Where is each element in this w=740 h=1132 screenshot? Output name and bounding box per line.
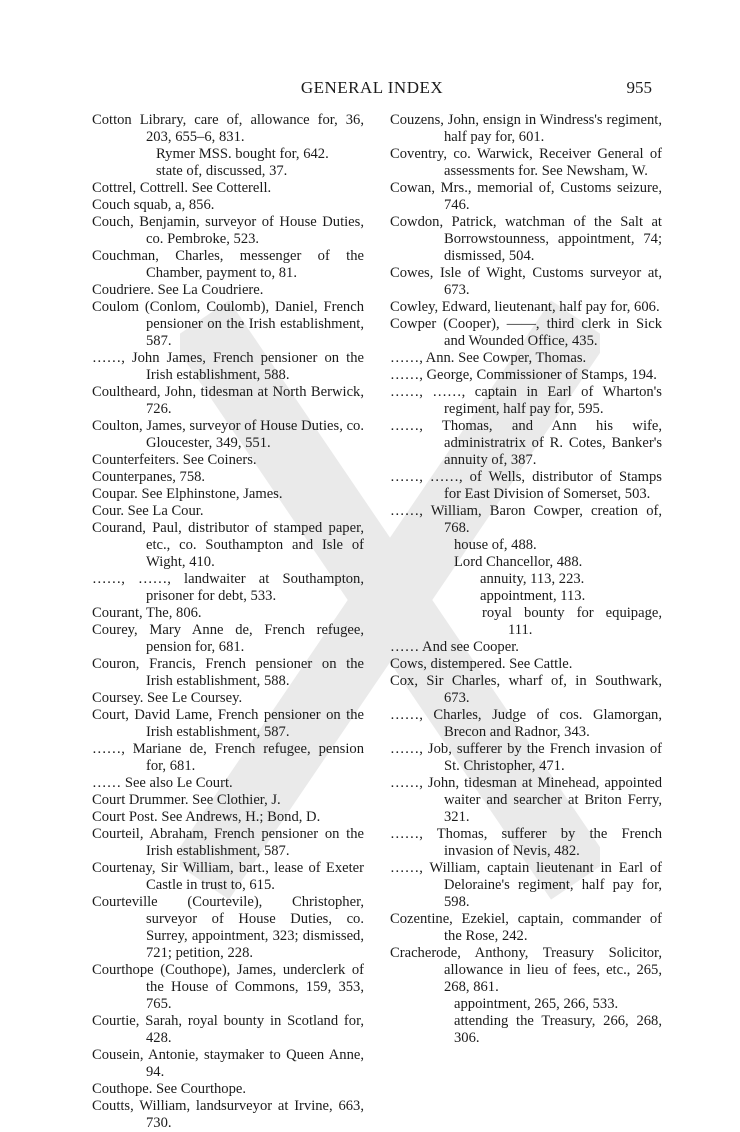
index-entry: Courant, The, 806. bbox=[92, 605, 202, 621]
index-entry: Cowley, Edward, lieutenant, half pay for, 606. bbox=[390, 299, 660, 315]
index-entry: Cottrel, Cottrell. See Cotterell. bbox=[92, 180, 272, 196]
index-entry: …… And see Cooper. bbox=[390, 639, 519, 655]
index-entry: annuity, 113, 223. bbox=[480, 571, 585, 587]
index-entry: Courteil, Abraham, French pensioner on the Irish establishment, 587. bbox=[92, 826, 364, 859]
index-entry: ……, ……, captain in Earl of Wharton's regiment, half pay for, 595. bbox=[390, 384, 662, 417]
index-entry: ……, John, tidesman at Minehead, appointed waiter and searcher at Briton Ferry, 321. bbox=[390, 775, 662, 825]
index-entry: Cowan, Mrs., memorial of, Customs seizure, 746. bbox=[390, 180, 662, 213]
index-entry: Cotton Library, care of, allowance for, 36, 203, 655–6, 831. bbox=[92, 112, 364, 145]
index-entry: Coventry, co. Warwick, Receiver General of assessments for. See Newsham, W. bbox=[390, 146, 662, 179]
index-entry: ……, William, captain lieutenant in Earl of Deloraine's regiment, half pay for, 598. bbox=[390, 860, 662, 910]
index-entry: ……, Charles, Judge of cos. Glamorgan, Brecon and Radnor, 343. bbox=[390, 707, 662, 740]
index-entry: Cracherode, Anthony, Treasury Solicitor, allowance in lieu of fees, etc., 265, 268, 861. bbox=[390, 945, 662, 995]
index-entry: Coulom (Conlom, Coulomb), Daniel, French pensioner on the Irish establishment, 587. bbox=[92, 299, 364, 349]
index-entry: Cows, distempered. See Cattle. bbox=[390, 656, 573, 672]
index-entry: appointment, 113. bbox=[480, 588, 586, 604]
index-entry: Coultheard, John, tidesman at North Berwick, 726. bbox=[92, 384, 364, 417]
index-entry: Court, David Lame, French pensioner on the Irish establishment, 587. bbox=[92, 707, 364, 740]
index-entry: Cousein, Antonie, staymaker to Queen Anne, 94. bbox=[92, 1047, 364, 1080]
index-entry: ……, Mariane de, French refugee, pension for, 681. bbox=[92, 741, 364, 774]
running-head: GENERAL INDEX bbox=[300, 78, 444, 97]
index-entry: Couthope. See Courthope. bbox=[92, 1081, 247, 1097]
index-entry: Cox, Sir Charles, wharf of, in Southwark, 673. bbox=[390, 673, 662, 706]
index-column-left bbox=[92, 112, 364, 1132]
index-entry: Courthope (Couthope), James, underclerk of the House of Commons, 159, 353, 765. bbox=[92, 962, 364, 1012]
index-entry: ……, Thomas, sufferer by the French invasion of Nevis, 482. bbox=[390, 826, 662, 859]
index-entry: Coutts, William, landsurveyor at Irvine, 663, 730. bbox=[92, 1098, 364, 1131]
index-entry: ……, William, Baron Cowper, creation of, 768. bbox=[390, 503, 662, 536]
index-entry: ……, ……, landwaiter at Southampton, prisoner for debt, 533. bbox=[92, 571, 364, 604]
index-entry: Counterfeiters. See Coiners. bbox=[92, 452, 257, 468]
index-entry: Couchman, Charles, messenger of the Chamber, payment to, 81. bbox=[92, 248, 364, 281]
index-entry: Couzens, John, ensign in Windress's regiment, half pay for, 601. bbox=[390, 112, 662, 145]
index-entry: Cozentine, Ezekiel, captain, commander of the Rose, 242. bbox=[390, 911, 662, 944]
index-entry: ……, ……, of Wells, distributor of Stamps for East Division of Somerset, 503. bbox=[390, 469, 662, 502]
index-entry: ……, Ann. See Cowper, Thomas. bbox=[390, 350, 587, 366]
index-entry: attending the Treasury, 266, 268, 306. bbox=[454, 1013, 662, 1046]
index-entry: Courtie, Sarah, royal bounty in Scotland for, 428. bbox=[92, 1013, 364, 1046]
index-entry: Couch, Benjamin, surveyor of House Duties, co. Pembroke, 523. bbox=[92, 214, 364, 247]
index-entry: Court Post. See Andrews, H.; Bond, D. bbox=[92, 809, 321, 825]
index-entry: Counterpanes, 758. bbox=[92, 469, 206, 485]
index-entry: ……, John James, French pensioner on the Irish establishment, 588. bbox=[92, 350, 364, 383]
index-entry: Cowdon, Patrick, watchman of the Salt at Borrowstounness, appointment, 74; dismissed, 504. bbox=[390, 214, 662, 264]
index-entry: Couch squab, a, 856. bbox=[92, 197, 215, 213]
index-entry: appointment, 265, 266, 533. bbox=[454, 996, 619, 1012]
index-entry: Courteville (Courtevile), Christopher, surveyor of House Duties, co. Surrey, appointment, 323; dismissed, 721; petition, 228. bbox=[92, 894, 364, 961]
index-entry: ……, George, Commissioner of Stamps, 194. bbox=[390, 367, 657, 383]
page-number: 955 bbox=[626, 78, 652, 97]
index-entry: Courtenay, Sir William, bart., lease of Exeter Castle in trust to, 615. bbox=[92, 860, 364, 893]
index-entry: Court Drummer. See Clothier, J. bbox=[92, 792, 281, 808]
index-entry: Couron, Francis, French pensioner on the Irish establishment, 588. bbox=[92, 656, 364, 689]
index-entry: Coursey. See Le Coursey. bbox=[92, 690, 243, 706]
index-entry: Coudriere. See La Coudriere. bbox=[92, 282, 264, 298]
index-entry: Rymer MSS. bought for, 642. bbox=[156, 146, 329, 162]
index-entry: Cowper (Cooper), ——, third clerk in Sick and Wounded Office, 435. bbox=[390, 316, 662, 349]
index-entry: ……, Thomas, and Ann his wife, administratrix of R. Cotes, Banker's annuity of, 387. bbox=[390, 418, 662, 468]
index-entry: Courey, Mary Anne de, French refugee, pension for, 681. bbox=[92, 622, 364, 655]
index-entry: house of, 488. bbox=[454, 537, 537, 553]
index-entry: state of, discussed, 37. bbox=[156, 163, 288, 179]
index-entry: Courand, Paul, distributor of stamped paper, etc., co. Southampton and Isle of Wight, 410. bbox=[92, 520, 364, 570]
index-entry: Coupar. See Elphinstone, James. bbox=[92, 486, 283, 502]
index-column-right bbox=[390, 112, 662, 1047]
index-entry: Lord Chancellor, 488. bbox=[454, 554, 583, 570]
index-entry: Cour. See La Cour. bbox=[92, 503, 204, 519]
index-entry: Cowes, Isle of Wight, Customs surveyor at, 673. bbox=[390, 265, 662, 298]
index-entry: Coulton, James, surveyor of House Duties, co. Gloucester, 349, 551. bbox=[92, 418, 364, 451]
index-entry: ……, Job, sufferer by the French invasion of St. Christopher, 471. bbox=[390, 741, 662, 774]
index-entry: …… See also Le Court. bbox=[92, 775, 233, 791]
page-header bbox=[92, 78, 652, 102]
index-entry: royal bounty for equipage, 111. bbox=[482, 605, 662, 638]
